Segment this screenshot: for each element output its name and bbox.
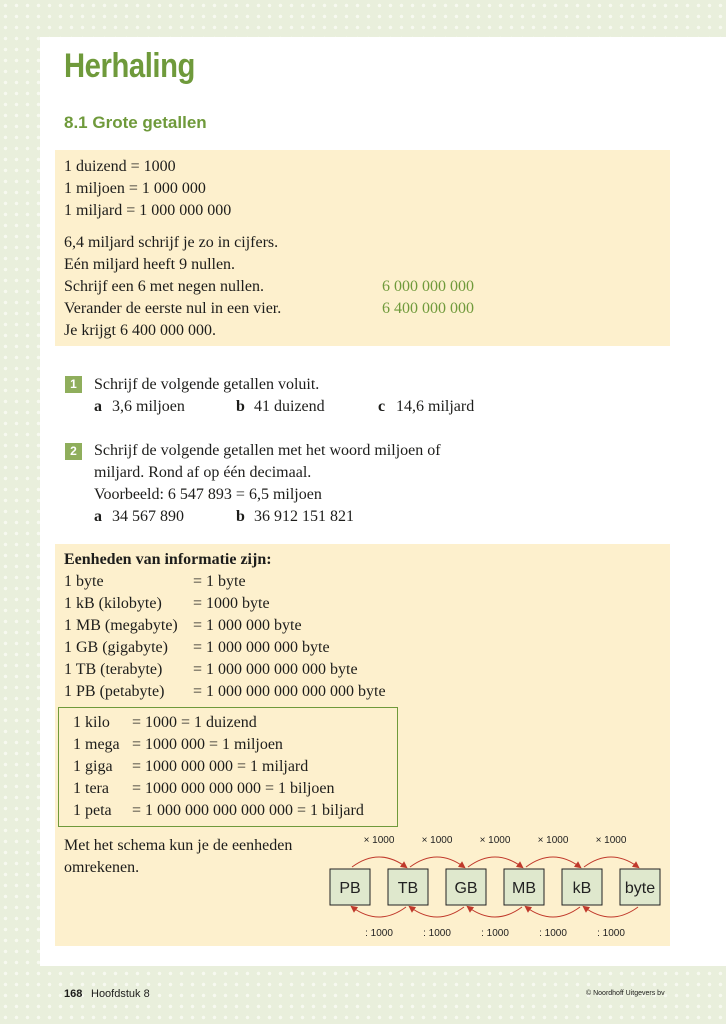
prefix-box: [58, 707, 398, 827]
unit-value: = 1 000 000 000 byte: [193, 639, 330, 656]
unit-conversion-schema: [325, 834, 665, 942]
example-line: 6,4 miljard schrijf je zo in cijfers.: [64, 234, 279, 251]
prefix-value: = 1000 = 1 duizend: [132, 714, 257, 731]
exercise-number-badge: 2: [65, 443, 82, 460]
example-result: 6 400 000 000: [382, 300, 474, 317]
unit-value: = 1 byte: [193, 573, 246, 590]
units-heading: Eenheden van informatie zijn:: [64, 551, 272, 568]
multiply-arrow: [468, 857, 522, 867]
unit-value: = 1000 byte: [193, 595, 270, 612]
prefix-name: 1 peta: [73, 802, 112, 819]
definition-duizend: 1 duizend = 1000: [64, 158, 176, 175]
exercise-2-line: Schrijf de volgende getallen met het woord miljoen of: [94, 442, 441, 459]
exercise-number-badge: 1: [65, 376, 82, 393]
example-line: Eén miljard heeft 9 nullen.: [64, 256, 236, 273]
exercise-part-label: a: [94, 398, 102, 415]
prefix-value: = 1000 000 000 = 1 miljard: [132, 758, 309, 775]
prefix-name: 1 kilo: [73, 714, 110, 731]
unit-name: 1 TB (terabyte): [64, 661, 163, 678]
unit-name: 1 byte: [64, 573, 104, 590]
unit-label: kB: [572, 880, 592, 897]
multiply-label: × 1000: [363, 835, 395, 846]
divide-label: : 1000: [481, 928, 509, 939]
multiply-label: × 1000: [421, 835, 453, 846]
divide-label: : 1000: [423, 928, 451, 939]
unit-name: 1 GB (gigabyte): [64, 639, 168, 656]
divide-arrow: [468, 907, 522, 917]
divide-arrow: [352, 907, 406, 917]
definition-miljoen: 1 miljoen = 1 000 000: [64, 180, 206, 197]
divide-label: : 1000: [365, 928, 393, 939]
unit-value: = 1 000 000 000 000 000 byte: [193, 683, 386, 700]
prefix-value: = 1 000 000 000 000 000 = 1 biljard: [132, 802, 364, 819]
prefix-value: = 1000 000 000 000 = 1 biljoen: [132, 780, 335, 797]
chapter-label: Hoofdstuk 8: [91, 988, 150, 1000]
example-result: 6 000 000 000: [382, 278, 474, 295]
example-line: Schrijf een 6 met negen nullen.: [64, 278, 264, 295]
exercise-part-value: 36 912 151 821: [254, 508, 354, 525]
theory-box-information-units: [55, 544, 670, 946]
exercise-part-value: 14,6 miljard: [396, 398, 475, 415]
exercise-part-label: b: [236, 398, 245, 415]
example-line: Verander de eerste nul in een vier.: [64, 300, 282, 317]
unit-name: 1 kB (kilobyte): [64, 595, 162, 612]
theory-box-large-numbers: [55, 150, 670, 346]
prefix-name: 1 mega: [73, 736, 120, 753]
divide-arrow: [410, 907, 464, 917]
multiply-arrow: [584, 857, 638, 867]
unit-value: = 1 000 000 byte: [193, 617, 302, 634]
page: [40, 37, 726, 1000]
unit-label: PB: [339, 880, 361, 897]
unit-label: MB: [512, 880, 536, 897]
multiply-arrow: [352, 857, 406, 867]
multiply-label: × 1000: [479, 835, 511, 846]
exercise-part-value: 34 567 890: [112, 508, 184, 525]
example-line: Je krijgt 6 400 000 000.: [64, 322, 216, 339]
prefix-value: = 1000 000 = 1 miljoen: [132, 736, 283, 753]
divide-arrow: [584, 907, 638, 917]
exercise-2-line: miljard. Rond af op één decimaal.: [94, 464, 312, 481]
prefix-name: 1 tera: [73, 780, 109, 797]
exercise-part-label: c: [378, 398, 386, 415]
multiply-label: × 1000: [537, 835, 569, 846]
schema-text: Met het schema kun je de eenheden: [64, 837, 293, 854]
exercise-part-label: b: [236, 508, 245, 525]
unit-label: byte: [624, 880, 656, 897]
unit-name: 1 PB (petabyte): [64, 683, 165, 700]
divide-arrow: [526, 907, 580, 917]
multiply-arrow: [410, 857, 464, 867]
unit-value: = 1 000 000 000 000 byte: [193, 661, 358, 678]
unit-label: GB: [454, 880, 478, 897]
prefix-name: 1 giga: [73, 758, 113, 775]
divide-label: : 1000: [597, 928, 625, 939]
exercise-part-label: a: [94, 508, 102, 525]
divide-label: : 1000: [539, 928, 567, 939]
unit-label: TB: [397, 880, 419, 897]
unit-name: 1 MB (megabyte): [64, 617, 178, 634]
definition-miljard: 1 miljard = 1 000 000 000: [64, 202, 232, 219]
copyright: © Noordhoff Uitgevers bv: [586, 990, 665, 997]
multiply-arrow: [526, 857, 580, 867]
schema-text: omrekenen.: [64, 859, 140, 876]
exercise-1-question: Schrijf de volgende getallen voluit.: [94, 376, 320, 393]
exercise-2-example: Voorbeeld: 6 547 893 = 6,5 miljoen: [94, 486, 322, 503]
section-title: 8.1 Grote getallen: [64, 113, 207, 132]
page-number: 168: [64, 988, 83, 1000]
page-title: Herhaling: [64, 47, 195, 85]
multiply-label: × 1000: [595, 835, 627, 846]
exercise-part-value: 3,6 miljoen: [112, 398, 185, 415]
exercise-part-value: 41 duizend: [254, 398, 325, 415]
